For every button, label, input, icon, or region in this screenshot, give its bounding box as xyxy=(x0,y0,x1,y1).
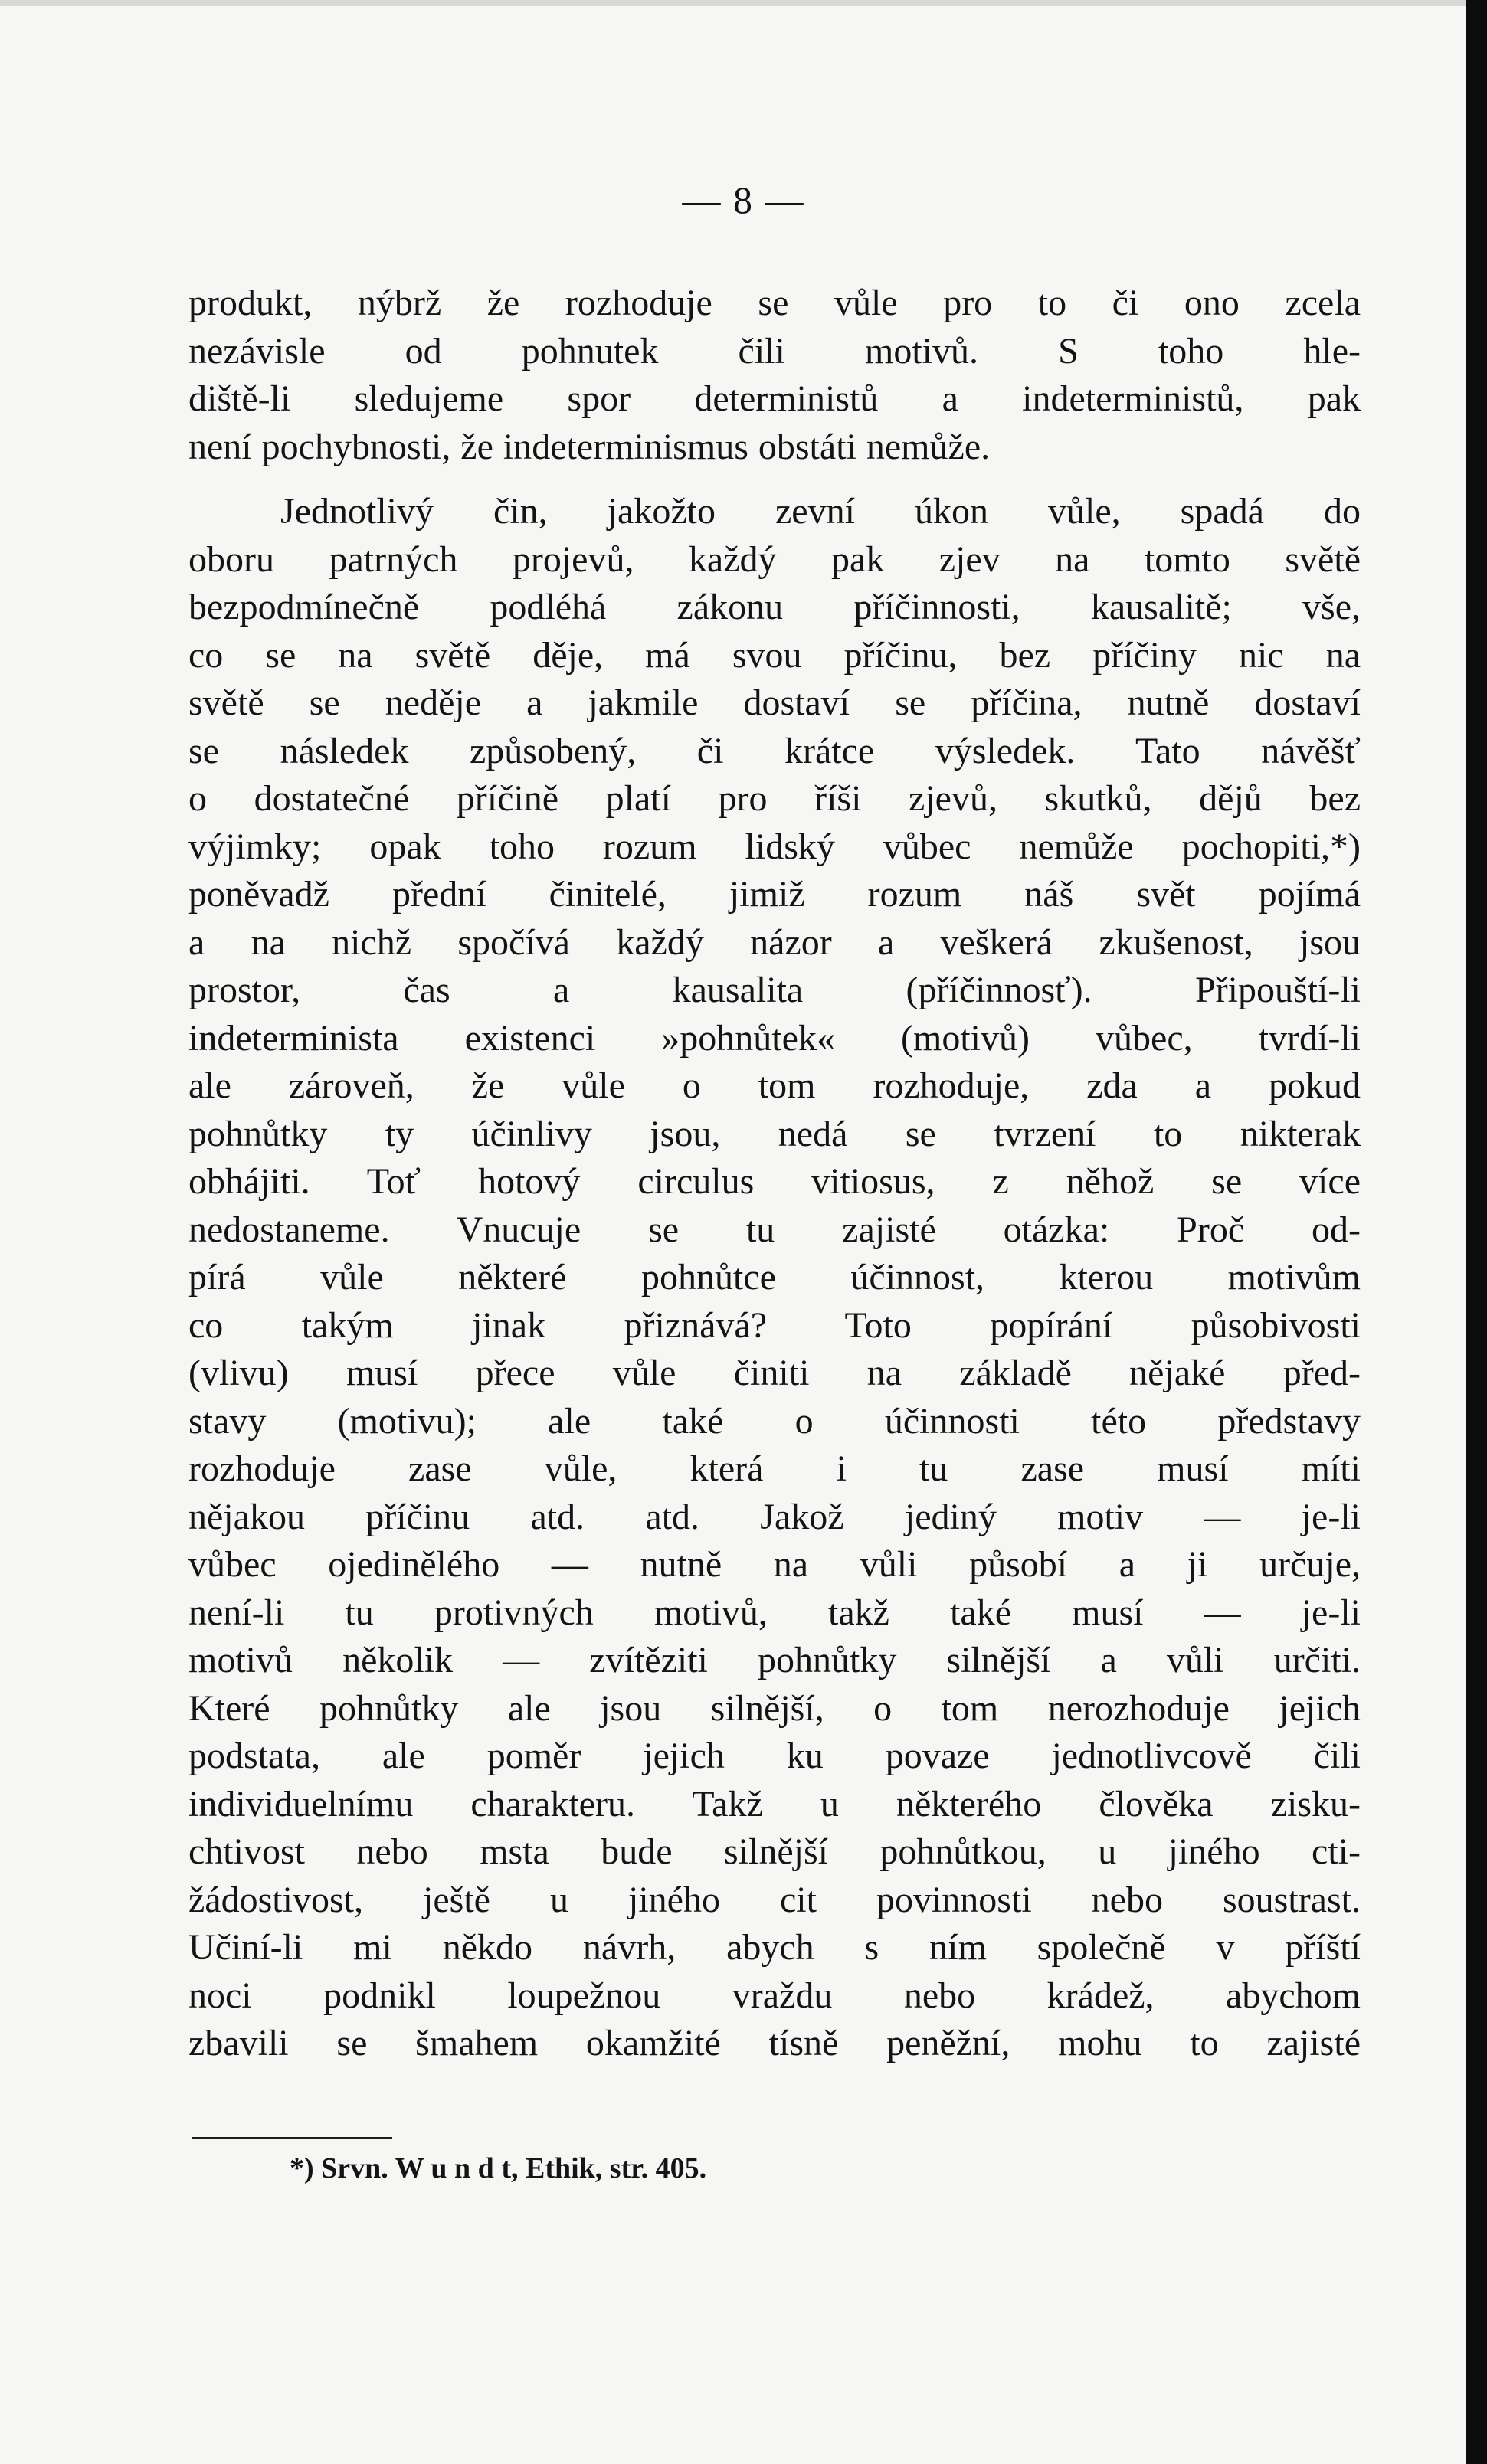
text-line: o dostatečné příčině platí pro říši zjevů, skutků, dějů bez xyxy=(188,778,1361,819)
text-line: podstata, ale poměr jejich ku povaze jednotlivcově čili xyxy=(188,1736,1361,1776)
text-line: co takým jinak přiznává? Toto popírání působivosti xyxy=(188,1304,1361,1346)
text-line: prostor, čas a kausalita (příčinnosť). Připouští-li xyxy=(188,970,1361,1010)
text-line: motivů několik — zvítěziti pohnůtky silnější a vůli určiti. xyxy=(188,1640,1361,1680)
text-line: ale zároveň, že vůle o tom rozhoduje, zda a pokud xyxy=(188,1065,1361,1106)
text-line: indeterminista existenci »pohnůtek« (motivů) vůbec, tvrdí-li xyxy=(188,1017,1361,1059)
text-line: (vlivu) musí přece vůle činiti na základě nějaké před- xyxy=(188,1353,1361,1393)
scan-edge-right xyxy=(1466,0,1487,2464)
text-line: Které pohnůtky ale jsou silnější, o tom nerozhoduje jejich xyxy=(188,1687,1361,1729)
text-line: Jednotlivý čin, jakožto zevní úkon vůle, spadá do xyxy=(280,491,1361,532)
text-line: se následek způsobený, či krátce výsledek. Tato návěšť xyxy=(188,730,1361,771)
text-line: diště-li sledujeme spor deterministů a indeterministů, pak xyxy=(188,378,1361,419)
text-line: pohnůtky ty účinlivy jsou, nedá se tvrzení to nikterak xyxy=(188,1113,1361,1154)
text-line: nedostaneme. Vnucuje se tu zajisté otázka: Proč od- xyxy=(188,1209,1361,1250)
text-line: obhájiti. Toť hotový circulus vitiosus, z něhož se více xyxy=(188,1161,1361,1202)
text-line: pírá vůle některé pohnůtce účinnost, kterou motivům xyxy=(188,1257,1361,1297)
body-text xyxy=(188,280,1361,2068)
text-line: individuelnímu charakteru. Takž u některého člověka zisku- xyxy=(188,1783,1361,1824)
text-line: a na nichž spočívá každý názor a veškerá zkušenost, jsou xyxy=(188,921,1361,963)
footnote-rule xyxy=(192,2137,392,2139)
text-line: není pochybnosti, že indeterminismus obstáti nemůže. xyxy=(188,426,991,467)
text-line: poněvadž přední činitelé, jimiž rozum náš svět pojímá xyxy=(188,874,1361,915)
text-line: rozhoduje zase vůle, která i tu zase musí míti xyxy=(188,1448,1361,1489)
text-line: světě se neděje a jakmile dostaví se příčina, nutně dostaví xyxy=(188,682,1361,723)
text-line: nezávisle od pohnutek čili motivů. S toho hle- xyxy=(188,330,1361,371)
text-line: výjimky; opak toho rozum lidský vůbec nemůže pochopiti,*) xyxy=(188,826,1361,867)
text-line: produkt, nýbrž že rozhoduje se vůle pro to či ono zcela xyxy=(188,283,1361,323)
text-line: Učiní-li mi někdo návrh, abych s ním společně v příští xyxy=(188,1927,1361,1968)
text-line: chtivost nebo msta bude silnější pohnůtkou, u jiného cti- xyxy=(188,1831,1361,1872)
paragraph xyxy=(188,280,1361,471)
footnote: *) Srvn. W u n d t, Ethik, str. 405. xyxy=(290,2152,707,2184)
text-line: bezpodmínečně podléhá zákonu příčinnosti, kausalitě; vše, xyxy=(188,587,1361,627)
text-line: není-li tu protivných motivů, takž také musí — je-li xyxy=(188,1592,1361,1633)
paragraph-gap xyxy=(188,471,1361,488)
text-line: stavy (motivu); ale také o účinnosti této představy xyxy=(188,1400,1361,1441)
text-line: vůbec ojedinělého — nutně na vůli působí a ji určuje, xyxy=(188,1544,1361,1585)
text-line: žádostivost, ještě u jiného cit povinnosti nebo soustrast. xyxy=(188,1879,1361,1920)
text-line: noci podnikl loupežnou vraždu nebo krádež, abychom xyxy=(188,1975,1361,2016)
scan-edge-top xyxy=(0,0,1487,6)
text-line: nějakou příčinu atd. atd. Jakož jediný motiv — je-li xyxy=(188,1496,1361,1537)
text-line: co se na světě děje, má svou příčinu, bez příčiny nic na xyxy=(188,634,1361,676)
text-line: zbavili se šmahem okamžité tísně peněžní, mohu to zajisté xyxy=(188,2023,1361,2063)
text-line: oboru patrných projevů, každý pak zjev na tomto světě xyxy=(188,538,1361,580)
page-number: — 8 — xyxy=(682,178,805,221)
paragraph xyxy=(188,488,1361,2068)
